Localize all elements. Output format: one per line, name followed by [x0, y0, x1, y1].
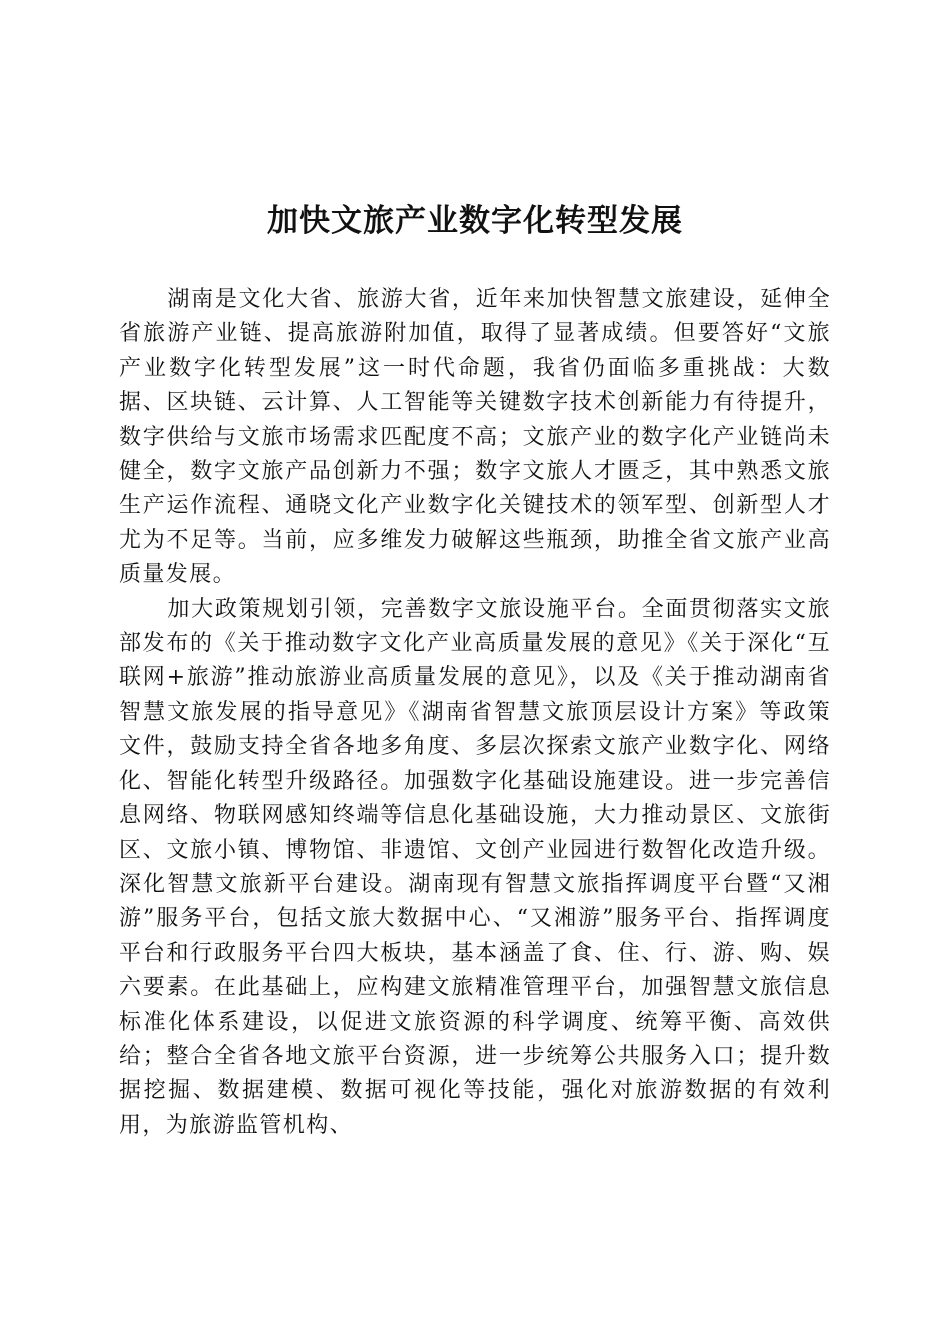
document-title: 加快文旅产业数字化转型发展 [267, 203, 683, 239]
paragraph-policy: 加大政策规划引领，完善数字文旅设施平台。全面贯彻落实文旅部发布的《关于推动数字文化产业高质量发展的意见》《关于深化“互联网+旅游”推动旅游业高质量发展的意见》，以及《关于推动湖南省智慧文旅发展的指导意见》《湖南省智慧文旅顶层设计方案》等政策文件，鼓励支持全省各地多角度、多层次探索文旅产业数字化、网络化、智能化转型升级路径。加强数字化基础设施建设。进一步完善信息网络、物联网感知终端等信息化基础设施，大力推动景区、文旅街区、文旅小镇、博物馆、非遗馆、文创产业园进行数智化改造升级。深化智慧文旅新平台建设。湖南现有智慧文旅指挥调度平台暨“又湘游”服务平台，包括文旅大数据中心、“又湘游”服务平台、指挥调度平台和行政服务平台四大板块，基本涵盖了食、住、行、游、购、娱六要素。在此基础上，应构建文旅精准管理平台，加强智慧文旅信息标准化体系建设，以促进文旅资源的科学调度、统筹平衡、高效供给；整合全省各地文旅平台资源，进一步统筹公共服务入口；提升数据挖掘、数据建模、数据可视化等技能，强化对旅游数据的有效利用，为旅游监管机构、 [119, 596, 831, 1138]
paragraph-intro: 湖南是文化大省、旅游大省，近年来加快智慧文旅建设，延伸全省旅游产业链、提高旅游附加值，取得了显著成绩。但要答好“文旅产业数字化转型发展”这一时代命题，我省仍面临多重挑战：大数据、区块链、云计算、人工智能等关键数字技术创新能力有待提升，数字供给与文旅市场需求匹配度不高；文旅产业的数字化产业链尚未健全，数字文旅产品创新力不强；数字文旅人才匮乏，其中熟悉文旅生产运作流程、通晓文化产业数字化关键技术的领军型、创新型人才尤为不足等。当前，应多维发力破解这些瓶颈，助推全省文旅产业高质量发展。 [119, 287, 831, 588]
document-body [119, 283, 831, 1143]
